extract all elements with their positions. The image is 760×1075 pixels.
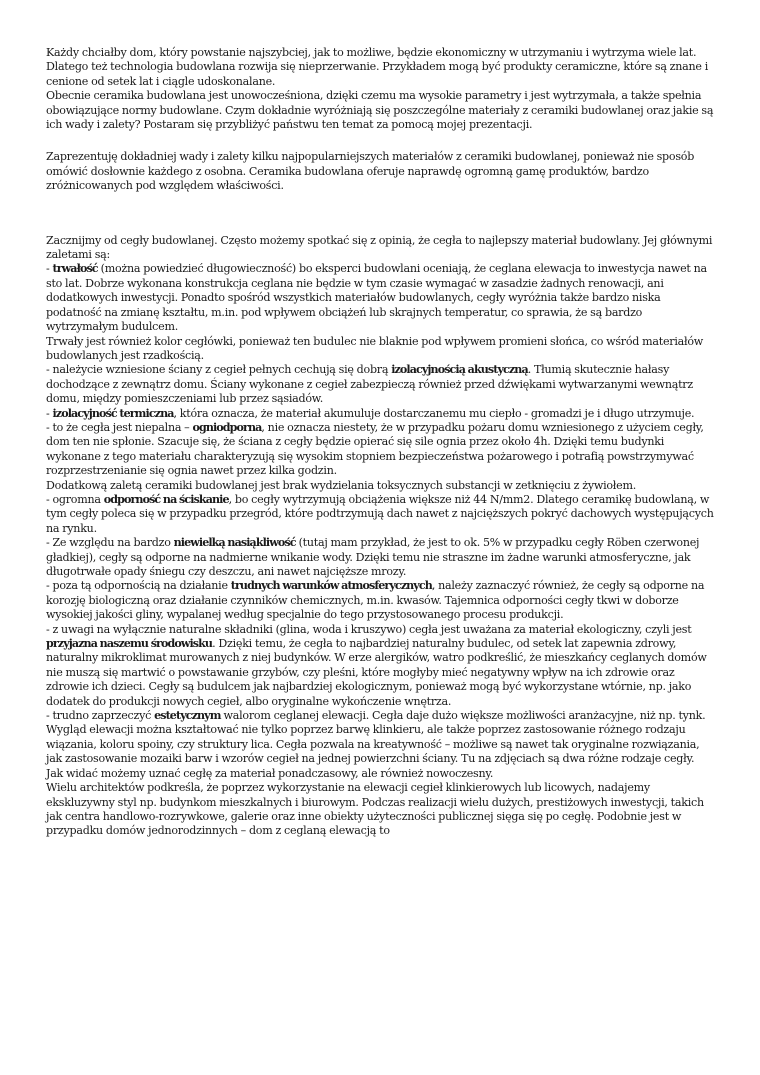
bold-term: ogniodporna [192,420,262,434]
bold-term: trudnych warunków atmosferycznych [230,579,432,593]
bold-term: izolacyjność termiczna [52,406,174,420]
text-run: . Dzięki temu, że cegła to najbardziej naturalny budulec, od setek lat zapewnia zdrowy, naturalny mikroklimat murowanych z niej budynków. W erze alergików, watro podkreślić, że mieszkańcy ceglanych domów nie muszą się martwić o powstawanie grzybów, czy pleśni, które mogłyby mieć negatywny wpływ na ich zdrowie oraz zdrowie ich dzieci. Cegły są budulcem jak najbardziej ekologicznym, ponieważ mogą być wykorzystane wtórnie, np. jako dodatek do produkcji nowych cegieł, albo oryginalne wykończenie wnętrza. [46,637,707,708]
text-run: walorom ceglanej elewacji. Cegła daje dużo większe możliwości aranżacyjne, niż np. tynk. Wygląd elewacji można kształtować nie tylko poprzez barwę klinkieru, ale także poprzez zastosowanie różnego rodzaju wiązania, koloru spoiny, czy struktury lica. Cegła pozwala na kreatywność – możliwe są nawet tak oryginalne rozwiązania, jak zastosowanie mozaiki barw i wzorów cegieł na jednej powierzchni ściany. Tu na zdjęciach są dwa różne rodzaje cegły. Jak widać możemy uznać cegłę za materiał ponadczasowy, ale również nowoczesny. [46,709,706,780]
document-body [46,46,714,839]
paragraph [46,623,714,709]
text-run: , nie oznacza niestety, że w przypadku pożaru domu wzniesionego z użyciem cegły, dom ten nie spłonie. Szacuje się, że ściana z cegły będzie opierać się sile ognia przez około 4h. Dzięki temu budynki wykonane z tego materiału charakteryzują się wysokim stopniem bezpieczeństwa pożarowego i potrafią powstrzymywać rozprzestrzenianie się ognia nawet przez kilka godzin. [46,420,704,478]
paragraph [46,536,714,579]
paragraph [46,262,714,334]
paragraph [46,493,714,536]
paragraph [46,709,714,781]
text-run: - z uwagi na wyłącznie naturalne składniki (glina, woda i kruszywo) cegła jest uważana za materiał ekologiczny, czyli jest [46,622,692,636]
paragraph [46,234,714,263]
paragraph [46,579,714,622]
text-run: - należycie wzniesione ściany z cegieł pełnych cechują się dobrą [46,363,392,377]
paragraph [46,479,714,493]
paragraph [46,335,714,364]
text-run: - poza tą odpornością na działanie [46,579,231,593]
text-run: - to że cegła jest niepalna – [46,420,193,434]
bold-term: odporność na ściskanie [103,492,229,506]
text-run: Trwały jest również kolor cegłówki, ponieważ ten budulec nie blaknie pod wpływem promieni słońca, co wśród materiałów budowlanych jest rzadkością. [46,334,704,362]
paragraph [46,46,714,89]
text-run: Zaprezentuję dokładniej wady i zalety kilku najpopularniejszych materiałów z ceramiki budowlanej, ponieważ nie sposób omówić dosłownie każdego z osobna. Ceramika budowlana oferuje naprawdę ogromną gamę produktów, bardzo zróżnicowanych pod względem właściwości. [46,150,695,193]
text-run: (tutaj mam przykład, że jest to ok. 5% w przypadku cegły Röben czerwonej gładkiej), cegły są odporne na nadmierne wnikanie wody. Dzięki temu nie straszne im żadne warunki atmosferyczne, jak długotrwałe opady śniegu czy deszczu, ani nawet najcięższe mrozy. [46,536,700,578]
paragraph [46,89,714,132]
text-run: - [46,262,53,276]
text-run: (można powiedzieć długowieczność) bo eksperci budowlani oceniają, że ceglana elewacja to inwestycja nawet na sto lat. Dobrze wykonana konstrukcja ceglana nie będzie w tym czasie wymagać w zasadzie żadnych renowacji, ani dodatkowych inwestycji. Ponadto spośród wszystkich materiałów budowlanych, cegły wyróżnia także bardzo niska podatność na zmianę kształtu, m.in. pod wpływem obciążeń lub skrajnych temperatur, co sprawia, że są bardzo wytrzymałym budulcem. [46,262,707,334]
bold-term: przyjazna naszemu środowisku [46,637,213,651]
text-run: - ogromna [46,492,104,506]
text-run: Każdy chciałby dom, który powstanie najszybciej, jak to możliwe, będzie ekonomiczny w utrzymaniu i wytrzyma wiele lat. Dlatego też technologia budowlana rozwija się nieprzerwanie. Przykładem mogą być produkty ceramiczne, które są znane i cenione od setek lat i ciągle udoskonalane. [46,46,708,88]
text-run: - [46,406,53,420]
text-run: Dodatkową zaletą ceramiki budowlanej jest brak wydzielania toksycznych substancji w zetknięciu z żywiołem. [46,478,637,492]
text-run: - trudno zaprzeczyć [46,709,155,723]
paragraph [46,781,714,839]
bold-term: izolacyjnością akustyczną [391,363,528,377]
text-run: , należy zaznaczyć również, że cegły są odporne na korozję biologiczną oraz działanie czynników chemicznych, m.in. kwasów. Tajemnica odporności cegły tkwi w doborze wysokiej jakości gliny, wypalanej według specjalnie do tego przystosowanego procesu produkcji. [46,579,705,622]
paragraph [46,421,714,479]
bold-term: estetycznym [154,709,221,723]
paragraph [46,150,714,193]
text-run: Zacznijmy od cegły budowlanej. Często możemy spotkać się z opinią, że cegła to najlepszy materiał budowlany. Jej głównymi zaletami są: [46,233,713,262]
bold-term: trwałość [52,262,98,276]
text-run: , bo cegły wytrzymują obciążenia większe niż 44 N/mm2. Dlatego ceramikę budowlaną, w tym cegły poleca się w przypadku przegród, które podtrzymują dach nawet z najcięższych pokryć dachowych występujących na rynku. [46,492,714,535]
paragraph-spacer [46,194,714,234]
paragraph [46,407,714,421]
text-run: Obecnie ceramika budowlana jest unowocześniona, dzięki czemu ma wysokie parametry i jest wytrzymała, a także spełnia obowiązujące normy budowlane. Czym dokładnie wyróżniają się poszczególne materiały z ceramiki budowlanej oraz jakie są ich wady i zalety? Postaram się przybliżyć państwu ten temat za pomocą mojej prezentacji. [46,89,714,132]
paragraph [46,363,714,406]
paragraph-spacer [46,132,714,150]
text-run: , która oznacza, że materiał akumuluje dostarczanemu mu ciepło - gromadzi je i długo utrzymuje. [173,406,695,420]
text-run: Wielu architektów podkreśla, że poprzez wykorzystanie na elewacji cegieł klinkierowych lub licowych, nadajemy ekskluzywny styl np. budynkom mieszkalnych i biurowym. Podczas realizacji wielu dużych, prestiżowych inwestycji, takich jak centra handlowo-rozrywkowe, galerie oraz inne obiekty użyteczności publicznej sięga się po cegłę. Podobnie jest w przypadku domów jednorodzinnych – dom z ceglaną elewacją to [46,781,704,838]
text-run: - Ze względu na bardzo [46,536,174,550]
text-run: . Tłumią skutecznie hałasy dochodzące z zewnątrz domu. Ściany wykonane z cegieł zabezpieczą również przed dźwiękami wytwarzanymi wewnątrz domu, między pomieszczeniami lub przez sąsiadów. [46,363,693,406]
bold-term: niewielką nasiąkliwość [173,536,296,550]
